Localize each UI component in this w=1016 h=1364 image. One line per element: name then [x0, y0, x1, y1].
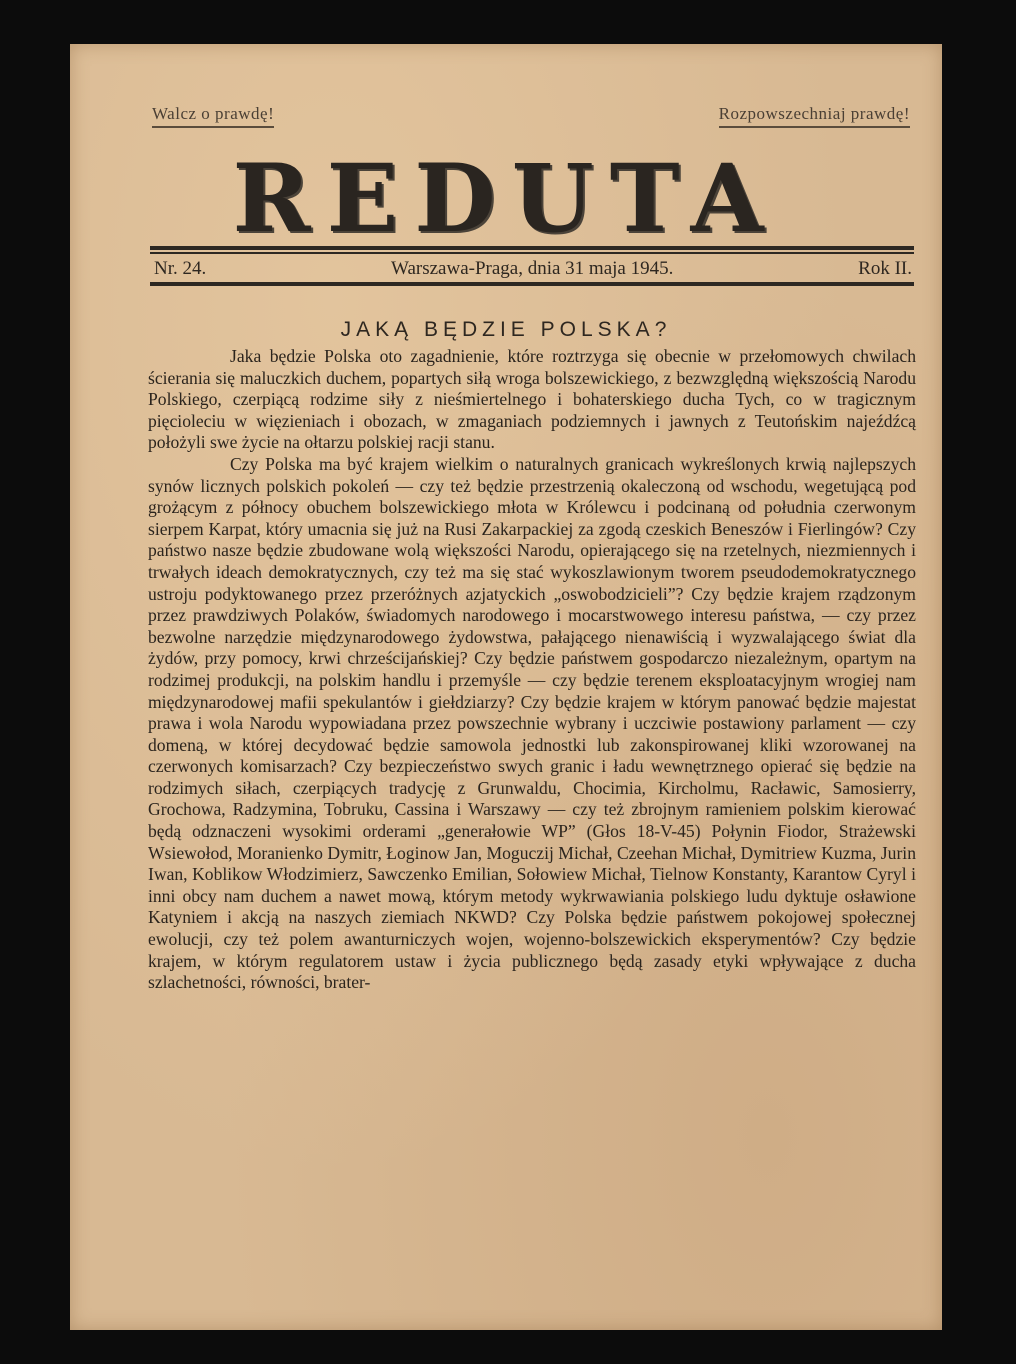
motto-left: Walcz o prawdę!: [152, 104, 274, 128]
newspaper-page: [70, 44, 942, 1330]
motto-right: Rozpowszechniaj prawdę!: [719, 104, 910, 128]
mottos-row: [152, 104, 910, 128]
place-date: Warszawa-Praga, dnia 31 maja 1945.: [391, 258, 674, 279]
paragraph-1: Jaka będzie Polska oto zagadnienie, które roztrzyga się obecnie w przełomowych chwilach ścierania się maluczkich duchem, popartych siłą wroga bolszewickiego, z bezwzględną większością Narodu Polskiego, czerpiącą rodzime siły z nieśmiertelnego i bohaterskiego ducha Tych, co w tragicznym pięcioleciu w więzieniach i obozach, w zmaganiach podziemnych i jawnych z Teutońskim najeźdźcą położyli swe życie na ołtarzu polskiej racji stanu.: [148, 346, 916, 453]
masthead-rule-top-thin: [150, 252, 914, 254]
dateline-rule-bottom: [150, 282, 914, 286]
paragraph-2: Czy Polska ma być krajem wielkim o naturalnych granicach wykreślonych krwią najlepszych synów licznych polskich pokoleń — czy też będzie przestrzenią okaleczoną od wschodu, wegetującą pod grożącym z północy obuchem bolszewickiego młota w Królewcu i podcinaną od południa czerwonym sierpem Karpat, który umacnia się już na Rusi Zakarpackiej za zgodą czeskich Beneszów i Fierlingów? Czy państwo nasze będzie zbudowane wolą większości Narodu, opierającego się na rzetelnych, niezmiennych i trwałych ideach demokratycznych, czy też ma się stać wykoszlawionym tworem pseudodemokratycznego ustroju podyktowanego przez przeróżnych azjatyckich „oswobodzicieli”? Czy będzie krajem rządzonym przez prawdziwych Polaków, świadomych narodowego i mocarstwowego interesu państwa, — czy przez bezwolne narzędzie międzynarodowego żydowstwa, pałającego nienawiścią i wyzwalającego świat dla żydów, przy pomocy, krwi chrześcijańskiej? Czy będzie państwem gospodarczo niezależnym, opartym na rodzimej produkcji, na polskim handlu i przemyśle — czy będzie terenem eksploatacyjnym wrogiej nam międzynarodowej mafii spekulantów i giełdziarzy? Czy będzie krajem w którym panować będzie majestat prawa i wola Narodu wypowiadana przez powszechnie wybrany i uczciwie postawiony parlament — czy domeną, w której decydować będzie samowola jednostki lub zakonspirowanej kliki wzorowanej na czerwonych komisarzach? Czy bezpieczeństwo swych granic i ładu wewnętrznego opierać się będzie na rodzimych siłach, czerpiących tradycję z Grunwaldu, Chocimia, Kircholmu, Racławic, Samosierry, Grochowa, Radzymina, Tobruku, Cassina i Warszawy — czy też zbrojnym ramieniem polskim kierować będą odznaczeni wysokimi orderami „generałowie WP” (Głos 18-V-45) Połynin Fiodor, Strażewski Wsiewołod, Moranienko Dymitr, Łoginow Jan, Moguczij Michał, Czeehan Michał, Dymitriew Kuzma, Jurin Iwan, Koblikow Włodzimierz, Sawczenko Emilian, Sołowiew Michał, Tielnow Konstanty, Karantow Cyryl i inni obcy nam duchem a nawet mową, którym metody wykrwawiania polskiego ludu dyktuje osławione Katyniem i akcją na naszych ziemiach NKWD? Czy Polska będzie państwem pokojowej społecznej ewolucji, czy też polem awanturniczych wojen, wojenno-bolszewickich eksperymentów? Czy będzie krajem, w którym regulatorem ustaw i życia publicznego będą zasady etyki wpływające z ducha szlachetności, równości, brater-: [148, 453, 916, 993]
article-body: [148, 346, 916, 994]
masthead-rule-top: [150, 246, 914, 250]
issue-number: Nr. 24.: [154, 258, 207, 279]
year-label: Rok II.: [858, 258, 912, 279]
article-headline: JAKĄ BĘDZIE POLSKA?: [340, 318, 672, 341]
masthead-title: REDUTA: [232, 144, 780, 254]
dateline: [154, 258, 912, 280]
